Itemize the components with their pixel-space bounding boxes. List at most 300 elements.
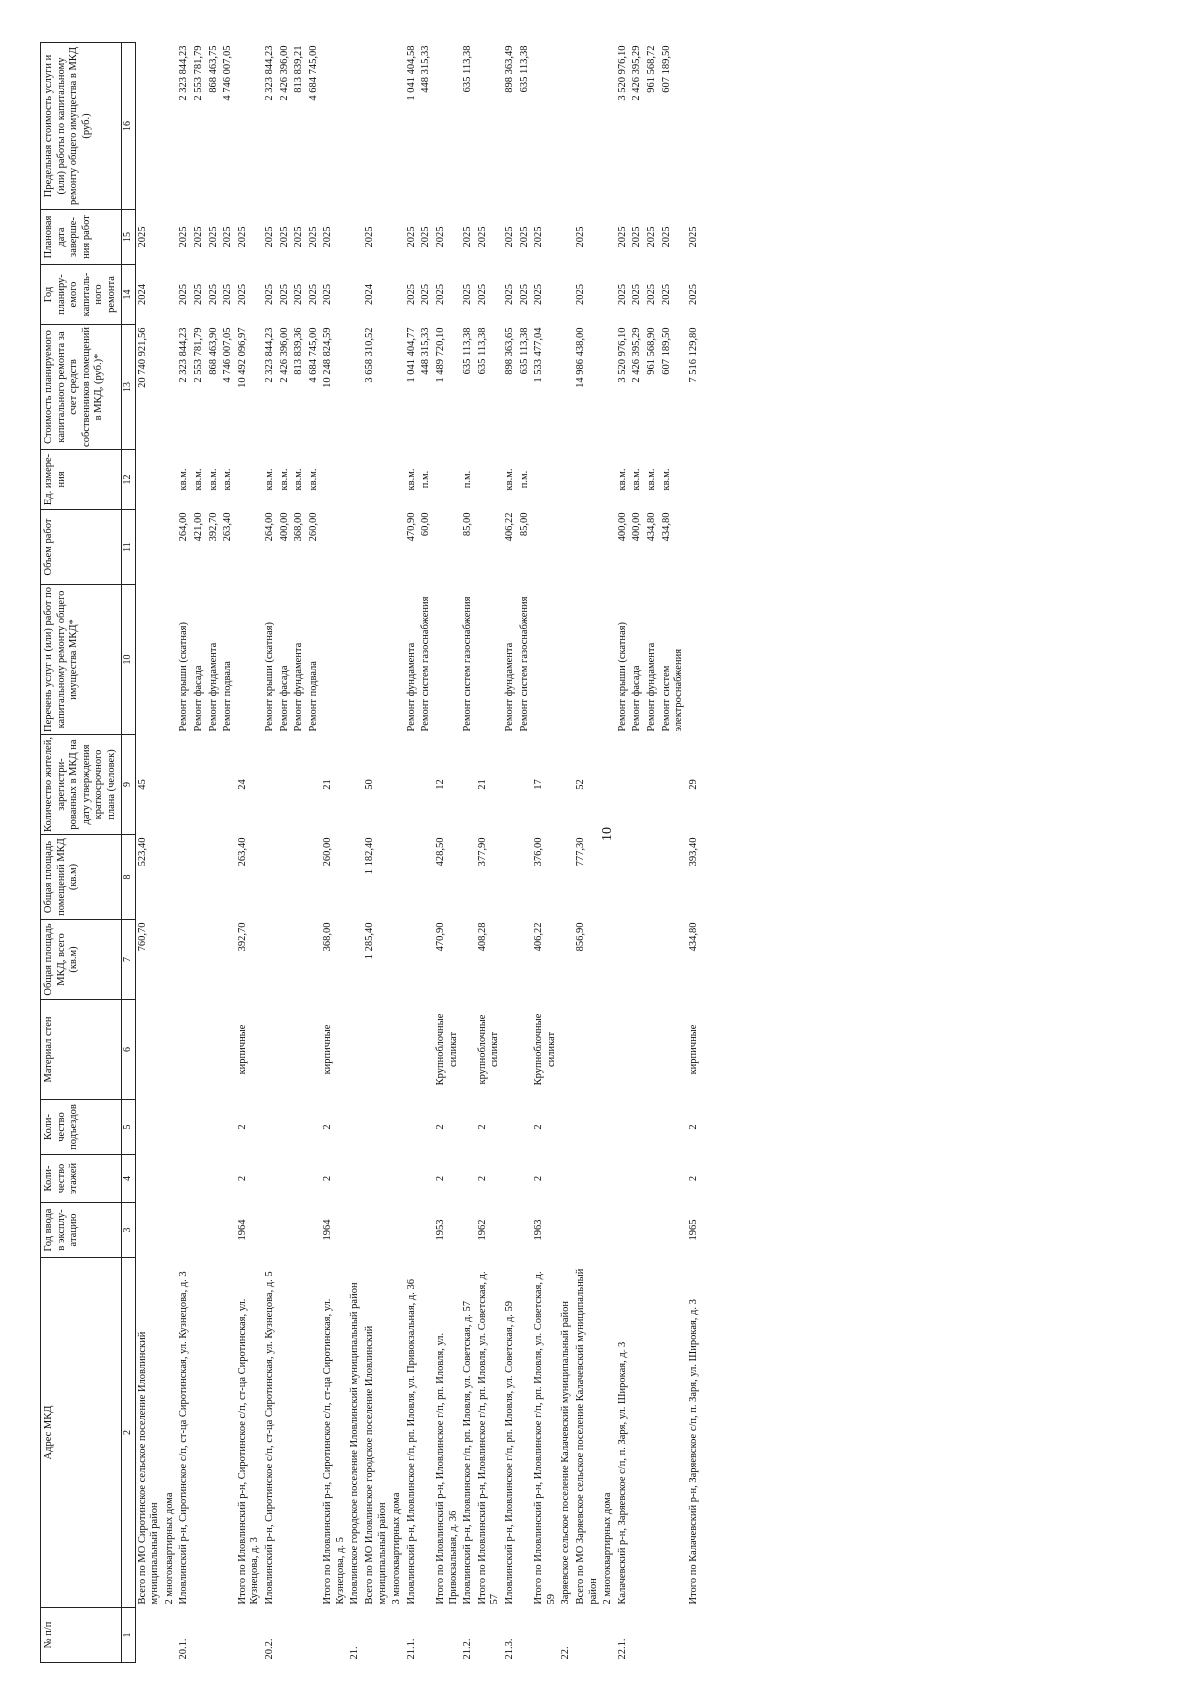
table-cell: Ремонт крыши (скатная) [616,621,628,732]
table-cell [348,735,363,835]
table-row [135,43,163,1663]
table-row [574,43,601,1663]
table-cell [601,585,616,735]
table-cell [307,1000,322,1100]
table-cell [559,1203,574,1258]
table-cell: 264,00 [178,512,190,542]
table-cell: 2025 [435,284,447,305]
table-cell: крупноблочные силикат [476,1014,501,1085]
table-cell: 428,50 [435,837,447,867]
table-cell [236,585,263,735]
table-row [307,43,322,1663]
header-cell: Стоимость планируемого капитального ремонта за счет средств собственников помещений в МКД, (руб.)* [41,325,122,450]
table-cell [518,735,533,835]
table-cell: 448 315,33 [420,45,432,93]
table-cell [461,920,476,1000]
table-cell: 12 [435,779,447,790]
table-row [192,43,207,1663]
table-cell [405,735,420,835]
table-cell [192,1100,207,1155]
table-cell: 3 658 310,52 [364,327,376,383]
table-cell: 2 [687,1175,699,1182]
table-cell: Ремонт фасада [278,665,290,732]
table-cell: 2025 [574,226,586,248]
table-cell [278,1608,293,1663]
table-cell: 2025 [364,226,376,248]
table-cell [292,1203,307,1258]
table-cell: 2025 [687,284,699,305]
table-cell: 85,00 [462,512,474,537]
table-cell [630,1203,645,1258]
table-cell: Итого по Иловлинский р-н, Иловлинское г/п, рп. Иловля, ул. Привокзальная, д. 36 [435,1332,459,1605]
table-cell: Ремонт систем газоснабжения [462,596,474,732]
table-cell [616,920,631,1000]
table-cell [177,920,192,1000]
column-number: 7 [121,920,135,1000]
table-row [405,43,420,1663]
table-cell [321,1608,348,1663]
table-cell [687,585,702,735]
table-cell: 813 839,21 [293,45,305,93]
table-cell: 2025 [405,226,417,248]
table-cell: 2025 [405,284,417,305]
column-number: 12 [121,450,135,510]
table-row [687,43,702,1663]
table-cell: Иловлинский р-н, Иловлинское г/п, рп. Иловля, ул. Привокзальная, д. 36 [405,1278,417,1605]
table-cell [278,835,293,920]
table-row [348,43,363,1663]
table-cell [532,510,559,585]
table-cell [307,1155,322,1203]
table-cell [263,1100,278,1155]
table-cell [645,1155,660,1203]
table-cell: 2025 [476,284,488,305]
table-cell [660,1000,687,1100]
table-cell [163,510,178,585]
table-cell: 607 189,50 [660,327,672,375]
header-cell: Год ввода в эксплу-атацию [41,1203,122,1258]
table-cell [687,450,702,510]
table-cell [461,735,476,835]
table-cell [292,1000,307,1100]
table-cell [645,1000,660,1100]
table-cell [192,1155,207,1203]
table-cell: 393,40 [687,837,699,867]
table-cell: 10 492 096,97 [236,327,248,388]
table-cell: 4 746 007,05 [222,327,234,383]
table-cell: кв.м. [222,468,234,491]
table-cell [192,920,207,1000]
column-number: 4 [121,1155,135,1203]
table-cell: 2025 [307,226,319,248]
table-cell [207,1000,222,1100]
table-cell [390,43,405,210]
table-cell: 406,22 [504,512,515,542]
table-cell: 2 323 844,23 [178,45,190,101]
table-row [660,43,687,1663]
table-cell [601,210,616,265]
table-cell [348,210,363,265]
table-cell [419,1155,434,1203]
column-number: 16 [121,43,135,210]
table-row [207,43,222,1663]
table-cell [601,920,616,1000]
table-cell [135,510,163,585]
table-cell [163,265,178,325]
table-cell [207,1100,222,1155]
table-cell: 2025 [533,284,545,305]
table-cell [163,920,178,1000]
table-cell: 2025 [322,226,334,248]
table-cell: 4 684 745,00 [307,45,319,101]
table-row [476,43,503,1663]
table-cell: 264,00 [263,512,275,542]
table-cell: кв.м. [178,468,190,491]
table-cell [660,1608,687,1663]
table-cell [177,835,192,920]
table-cell: 21.1. [405,1638,417,1660]
table-cell [559,510,574,585]
table-cell [192,835,207,920]
table-cell: 2025 [476,226,488,248]
table-cell: 2024 [364,284,376,305]
table-cell: Крупноблочные силикат [533,1013,557,1086]
table-cell: 392,70 [207,512,219,542]
table-cell: Ремонт фундамента [207,642,219,732]
table-cell [135,43,163,210]
table-cell [348,450,363,510]
table-cell [559,835,574,920]
table-cell: 777,30 [574,837,586,867]
column-number: 5 [121,1100,135,1155]
table-cell: 260,00 [307,512,319,542]
table-cell: 29 [687,779,699,790]
table-cell [419,835,434,920]
table-cell [574,1100,601,1155]
table-cell: 52 [574,779,586,790]
table-cell [559,325,574,450]
table-cell: 2 323 844,23 [178,327,190,383]
table-cell [221,1203,236,1258]
table-cell: 24 [236,779,248,790]
table-cell [292,1155,307,1203]
table-cell [503,835,518,920]
table-cell: 2025 [660,284,672,305]
table-cell [363,450,390,510]
table-cell [601,835,616,920]
table-cell [616,735,631,835]
table-cell [192,735,207,835]
table-cell [559,450,574,510]
table-cell: 635 113,38 [462,327,474,375]
capital-repair-table [40,42,701,1663]
table-cell: 2 [476,1175,488,1182]
table-cell: Калачевский р-н, Заряевское с/п, п. Заря, ул. Широкая, д. 3 [616,1341,628,1605]
table-cell [307,835,322,920]
table-cell [461,1155,476,1203]
table-cell [616,1203,631,1258]
table-cell: Крупноблочные силикат [435,1013,459,1086]
table-cell [177,735,192,835]
table-cell: 22.1. [616,1638,628,1660]
column-number: 9 [121,735,135,835]
table-cell: кв.м. [192,468,204,491]
table-cell: 14 986 438,00 [574,327,586,388]
table-cell [419,1203,434,1258]
table-cell: 2025 [616,284,628,305]
table-cell: Итого по Иловлинский р-н, Иловлинское г/п, рп. Иловля, ул. Советская, д. 57 [476,1271,501,1605]
table-cell [307,1258,322,1608]
column-number: 6 [121,1000,135,1100]
table-cell: 2025 [645,284,657,305]
table-cell: Ремонт фундамента [405,642,417,732]
table-cell: 1 041 404,77 [405,327,417,383]
table-cell [503,1155,518,1203]
table-cell: 898 363,65 [504,327,515,375]
table-cell [278,1100,293,1155]
table-cell [518,1608,533,1663]
table-cell: 635 113,38 [476,327,488,375]
table-cell [630,835,645,920]
table-cell: 2025 [192,284,204,305]
column-number: 8 [121,835,135,920]
table-cell: 2 426 396,00 [278,327,290,383]
table-cell: 2 [533,1175,545,1182]
table-cell [461,1100,476,1155]
table-cell: Итого по Иловлинский р-н, Сиротинское с/п, ст-ца Сиротинская, ул. Кузнецова, д. 3 [236,1298,261,1605]
table-cell: 813 839,36 [293,327,305,375]
table-cell [616,1155,631,1203]
table-cell [503,735,518,835]
table-cell [616,1100,631,1155]
table-cell [348,1100,363,1155]
column-number: 10 [121,585,135,735]
table-cell: 17 [533,779,545,790]
table-cell [518,920,533,1000]
table-cell: кв.м. [207,468,219,491]
table-cell [660,920,687,1000]
table-cell: Ремонт подвала [222,661,234,732]
table-cell [660,1203,687,1258]
table-cell: 2025 [631,226,643,248]
table-cell [630,1000,645,1100]
table-cell [476,450,503,510]
table-cell: Итого по Калачевский р-н, Заряевское с/п, п. Заря, ул. Широкая, д. 3 [687,1299,699,1605]
table-cell [163,835,178,920]
table-cell [660,1100,687,1155]
table-cell [292,920,307,1000]
rotated-page [40,43,1200,1663]
table-cell: Всего по МО Заряевское сельское поселение Калачевский муниципальный район [574,1268,599,1605]
table-cell [645,1203,660,1258]
table-cell [163,210,178,265]
table-cell: 868 463,75 [207,45,219,93]
table-cell [292,1100,307,1155]
table-cell [405,1203,420,1258]
table-cell [348,835,363,920]
header-cell: Предельная стоимость услуги и (или) работы по капитальному ремонту общего имущества в МКД (руб.) [41,43,122,210]
header-cell: Адрес МКД [41,1258,122,1608]
table-cell [192,1203,207,1258]
table-cell: 10 248 824,59 [322,327,334,388]
table-cell [559,43,574,210]
table-row [390,43,405,1663]
table-cell: 2 323 844,23 [263,327,275,383]
header-row [41,43,122,1663]
table-row [263,43,278,1663]
table-cell [518,1100,533,1155]
table-cell [518,1258,533,1608]
table-cell [461,1000,476,1100]
table-cell [601,1608,616,1663]
table-cell: 2025 [574,284,586,305]
table-cell [630,1155,645,1203]
table-cell: кирпичные [322,1024,334,1075]
table-cell [307,1608,322,1663]
header-cell: Материал стен [41,1000,122,1100]
table-cell: кв.м. [631,468,643,491]
table-cell: 434,80 [687,922,699,952]
table-cell [419,1000,434,1100]
table-cell: 607 189,50 [660,45,672,93]
table-cell [559,920,574,1000]
table-cell: 2025 [263,284,275,305]
table-cell: 961 568,90 [645,327,657,375]
table-cell [645,835,660,920]
table-cell: 760,70 [136,922,148,952]
table-cell [616,835,631,920]
table-cell [163,1100,178,1155]
table-cell [321,450,348,510]
table-cell: 2 553 781,79 [192,327,204,383]
header-cell: Год планиру-емого капиталь-ного ремонта [41,265,122,325]
table-cell: 3 520 976,10 [616,45,628,101]
table-cell: Ремонт фундамента [293,642,305,732]
table-cell [207,735,222,835]
table-cell: 2 426 396,00 [278,45,290,101]
table-cell [363,585,390,735]
table-cell [363,510,390,585]
table-cell: кв.м. [405,468,417,491]
table-cell [559,735,574,835]
table-row [221,43,236,1663]
table-cell [476,585,503,735]
table-cell [348,1155,363,1203]
table-cell [278,920,293,1000]
table-cell: 50 [364,779,376,790]
table-cell: 2025 [293,284,305,305]
table-cell: 2025 [207,284,219,305]
table-cell [163,735,178,835]
table-cell: 2025 [136,226,148,248]
table-cell [503,1203,518,1258]
table-cell [405,1100,420,1155]
table-cell [348,325,363,450]
table-cell: Ремонт подвала [307,661,319,732]
table-cell: кирпичные [687,1024,699,1075]
table-cell [348,585,363,735]
table-cell [292,1608,307,1663]
table-cell: 400,00 [631,512,643,542]
table-cell [434,510,461,585]
table-cell: 376,00 [533,837,545,867]
table-cell: 421,00 [192,512,204,542]
table-cell [518,1203,533,1258]
table-cell [207,1608,222,1663]
table-cell [163,1155,178,1203]
table-cell [163,585,178,735]
table-cell: 21 [322,779,334,790]
table-cell [601,1203,616,1258]
table-cell: 2 [435,1124,447,1130]
table-cell: 448 315,33 [420,327,432,375]
table-cell [348,1000,363,1100]
table-row [163,43,178,1663]
table-cell: 2025 [420,284,432,305]
table-cell: 20.1. [178,1638,190,1660]
table-cell: 523,40 [136,837,148,867]
table-cell [177,1000,192,1100]
table-cell [236,450,263,510]
table-cell: Ремонт систем газоснабжения [518,596,530,732]
table-cell: кв.м. [504,468,515,491]
table-cell: Итого по Иловлинский р-н, Сиротинское с/п, ст-ца Сиротинская, ул. Кузнецова, д. 5 [322,1298,346,1605]
table-cell [177,1155,192,1203]
table-cell [163,325,178,450]
table-cell: Иловлинский р-н, Сиротинское с/п, ст-ца Сиротинская, ул. Кузнецова, д. 5 [263,1271,275,1605]
table-cell [390,1608,405,1663]
table-cell [390,585,405,735]
page-number: 10 [600,827,615,841]
table-cell: 21.2. [462,1638,474,1660]
table-cell [559,210,574,265]
table-cell: 2 426 395,29 [631,45,643,101]
table-cell [559,585,574,735]
table-cell: Ремонт фундамента [645,642,657,732]
table-cell [630,1258,645,1608]
table-cell: 3 520 976,10 [616,327,628,383]
table-cell [390,450,405,510]
table-cell [601,265,616,325]
table-cell: 2025 [462,226,474,248]
table-cell: Ремонт крыши (скатная) [263,621,275,732]
table-cell: 635 113,38 [518,45,530,93]
table-cell [307,735,322,835]
table-cell: 45 [136,779,148,790]
table-cell [687,510,702,585]
table-cell: 1962 [476,1219,488,1241]
table-cell [278,1203,293,1258]
table-cell [559,1000,574,1100]
table-cell: 406,22 [533,922,545,952]
table-cell: 2 553 781,79 [192,45,204,101]
table-cell: Всего по МО Иловлинское городское поселение Иловлинский муниципальный район [364,1325,388,1605]
table-cell [390,265,405,325]
table-cell [645,1100,660,1155]
table-cell [574,1203,601,1258]
table-cell [630,920,645,1000]
table-cell [434,43,461,210]
table-cell [645,920,660,1000]
table-cell: Иловлинское городское поселение Иловлинский муниципальный район [349,1282,361,1605]
table-cell: Ремонт фундамента [504,642,515,732]
table-cell: 377,90 [476,837,488,867]
table-cell [192,1000,207,1100]
table-cell [263,920,278,1000]
table-row [419,43,434,1663]
table-cell: 635 113,38 [518,327,530,375]
table-cell: п.м. [420,470,432,489]
